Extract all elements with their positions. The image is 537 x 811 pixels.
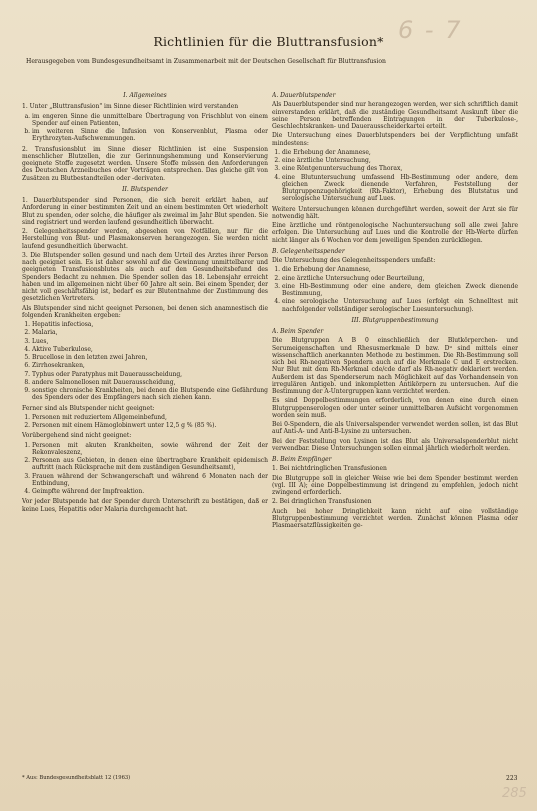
paragraph: Als Dauerblutspender sind nur herangezogen werden, wer sich schriftlich damit einverstanden erklärt, daß die zuständige Gesundheitsamt Auskunft über die seine Person betreffenden Eintragungen in der Tuberkulose-, Geschlechtskranken- und Dauerausscheiderkartei erteilt.: [272, 101, 518, 130]
list-item: 3. eine Hb-Bestimmung oder eine andere, dem gleichen Zweck dienende Bestimmung,: [282, 283, 518, 298]
section-heading-allgemeines: I. Allgemeines: [123, 92, 167, 99]
list-item: 2. Personen mit einem Hämoglobinwert unter 12,5 g % (85 %).: [32, 422, 268, 429]
occasional-examination-list: [272, 266, 518, 313]
list-item: 4. Aktive Tuberkulose,: [32, 346, 268, 353]
list-item: 3. Lues,: [32, 338, 268, 345]
list-item: 1. die Erhebung der Anamnese,: [282, 149, 518, 156]
paragraph: Die Blutgruppen A B 0 einschließlich der Blutkörperchen- und Serumeigenschaften und Rhesusmerkmale D bzw. Dᵘ sind mittels einer wissenschaftlich anerkannten Methode zu bestimmen. Die Rh-Bestimmung soll sich bei Rh-negativen Spendern auch auf die Merkmale C und E erstrecken. Nur Blut mit dem Rh-Merkmal cde/cde darf als Rh-negativ deklariert werden. Außerdem ist das Spenderserum nach Möglichkeit auf das Vorhandensein von irregulären Antigeb. und inkompletten Antikörpern zu untersuchen. Auf die Bestimmung der A-Untergruppen kann verzichtet werden.: [272, 337, 518, 395]
list-item: 2. Malaria,: [32, 329, 268, 336]
paragraph: Vor jeder Blutspende hat der Spender durch Unterschrift zu bestätigen, daß er keine Lues, Hepatitis oder Malaria durchgemacht hat.: [22, 498, 268, 513]
paragraph: Die Blutgruppe soll in gleicher Weise wie bei dem Spender bestimmt werden (vgl. III A); eine Doppelbestimmung ist dringend zu empfehlen, jedoch nicht zwingend erforderlich.: [272, 474, 518, 496]
list-item: 1. Personen mit akuten Krankheiten, sowie während der Zeit der Rekonvaleszenz,: [32, 442, 268, 457]
list-item: 8. andere Salmonellosen mit Dauerausscheidung,: [32, 379, 268, 386]
temporary-unsuitable-list: [22, 442, 268, 496]
unsuitable-list: [22, 414, 268, 430]
paragraph: Auch bei hoher Dringlichkeit kann nicht auf eine vollständige Blutgruppenbestimmung verzichtet werden. Zunächst können Plasma oder Plasmaersatzflüssigkeiten ge-: [272, 507, 518, 529]
paragraph: Weitere Untersuchungen können durchgeführt werden, soweit der Arzt sie für notwendig hält.: [272, 205, 518, 220]
paragraph: 2. Bei dringlichen Transfusionen: [272, 498, 372, 506]
paragraph: Es sind Doppelbestimmungen erforderlich, von denen eine durch einen Blutgruppenserologen oder unter seiner unmittelbaren Aufsicht vorgenommen worden sein muß.: [272, 397, 518, 419]
page-number: 223: [506, 775, 518, 782]
list-item: 3. eine Röntgenuntersuchung des Thorax,: [282, 165, 518, 172]
list-item: 9. sonstige chronische Krankheiten, bei denen die Blutspende eine Gefährdung des Spenders oder des Empfängers nach sich ziehen kann.: [32, 387, 268, 402]
handwritten-annotation-bottom: 285: [502, 786, 527, 801]
subheading-gelegenheitsspender: B. Gelegenheitsspender: [272, 247, 345, 255]
list-item: 1. die Erhebung der Anamnese,: [282, 266, 518, 273]
subheading-beim-empfaenger: B. Beim Empfänger: [272, 456, 332, 463]
right-column: [272, 88, 518, 788]
paragraph: 3. Die Blutspender sollen gesund und nach dem Urteil des Arztes ihrer Person nach geeignet sein. Es ist daher sowohl auf die Gewinnung unmittelbarer und geeigneten Transfusionsblutes als auch auf den Gesundheitsbefund des Spenders Bedacht zu nehmen. Die Spender sollen das 18. Lebensjahr erreicht haben und im allgemeinen nicht über 60 Jahre alt sein. Bei einem Spender, der nicht voll geschäftsfähig ist, bedarf es zur Blutentnahme der Zustimmung des gesetzlichen Vertreters.: [22, 251, 268, 303]
list-item: 4. eine Blutuntersuchung umfassend Hb-Bestimmung oder andere, dem gleichen Zweck dienende Verfahren, Feststellung der Blutgruppenzugehörigkeit (Rh-Faktor), Erhebung des Blutstatus und serologische Untersuchung auf Lues.: [282, 174, 518, 203]
left-column: [22, 88, 268, 788]
paragraph: Als Blutspender sind nicht geeignet Personen, bei denen sich anamnestisch die folgenden Krankheiten ergeben:: [22, 304, 268, 319]
definition-list: [22, 113, 268, 143]
examination-list: [272, 149, 518, 203]
list-item: 7. Typhus oder Paratyphus mit Dauerausscheidung,: [32, 371, 268, 378]
paragraph: Die Untersuchung des Gelegenheitsspenders umfaßt:: [272, 257, 436, 264]
list-item: 1. Hepatitis infectiosa,: [32, 321, 268, 328]
section-heading-blutspender: II. Blutspender: [122, 185, 168, 193]
section-heading-blutgruppenbestimmung: III. Blutgruppenbestimmung: [351, 316, 439, 324]
list-item: b. im weiteren Sinne die Infusion von Konservenblut, Plasma oder Erythrozyten-Aufschwemmungen.: [32, 128, 268, 143]
paragraph: 1. Unter „Bluttransfusion" im Sinne dieser Richtlinien wird verstanden: [22, 103, 239, 111]
list-item: 2. eine ärztliche Untersuchung oder Beurteilung,: [282, 275, 518, 282]
subheading-beim-spender: A. Beim Spender: [272, 328, 324, 335]
list-item: a. im engeren Sinne die unmittelbare Übertragung von Frischblut von einem Spender auf einen Patienten,: [32, 113, 268, 128]
list-item: 2. eine ärztliche Untersuchung,: [282, 157, 518, 164]
paragraph: Bei der Feststellung von Lysinen ist das Blut als Universalspenderblut nicht verwendbar. Diese Untersuchungen sollen einmal jährlich wiederholt werden.: [272, 437, 518, 452]
paragraph: Vorübergehend sind nicht geeignet:: [22, 432, 132, 440]
disease-list: [22, 321, 268, 402]
list-item: 4. eine serologische Untersuchung auf Lues (erfolgt ein Schnelltest mit nachfolgender vollständiger serologischer Luesuntersuchung).: [282, 298, 518, 313]
list-item: 4. Geimpfte während der Impfreaktion.: [32, 488, 268, 495]
footnote: * Aus: Bundesgesundheitsblatt 12 (1963): [22, 775, 131, 781]
paragraph: 1. Bei nichtdringlichen Transfusionen: [272, 465, 387, 473]
document-title: Richtlinien für die Bluttransfusion*: [153, 34, 384, 49]
paragraph: Eine ärztliche und röntgenologische Nachuntersuchung soll alle zwei Jahre erfolgen. Die Untersuchung auf Lues und die Kontrolle der Hb-Werte dürfen nicht länger als 6 Wochen vor dem jeweiligen Spenden zurückliegen.: [272, 222, 518, 244]
list-item: 5. Brucellose in den letzten zwei Jahren,: [32, 354, 268, 361]
list-item: 2. Personen aus Gebieten, in denen eine übertragbare Krankheit epidemisch auftritt (nach Rücksprache mit dem zuständigen Gesundheitsamt),: [32, 457, 268, 472]
paragraph: 1. Dauerblutspender sind Personen, die sich bereit erklärt haben, auf Anforderung in einer bestimmten Zeit und an einem bestimmten Ort wiederholt Blut zu spenden, oder solche, die häufiger als zweimal im Jahr Blut spenden. Sie sind registriert und werden laufend gesundheitlich überwacht.: [22, 197, 268, 226]
paragraph: Ferner sind als Blutspender nicht geeignet:: [22, 404, 155, 412]
document-subtitle: Herausgegeben vom Bundesgesundheitsamt in Zusammenarbeit mit der Deutschen Gesellschaft für Bluttransfusion: [26, 58, 386, 65]
paragraph: 2. Gelegenheitsspender werden, abgesehen von Notfällen, nur für die Herstellung von Blut- und Plasmakonserven herangezogen. Sie werden nicht laufend gesundheitlich überwacht.: [22, 228, 268, 250]
paragraph: Bei 0-Spendern, die als Universalspender verwendet werden sollen, ist das Blut auf Anti-A- und Anti-B-Lysine zu untersuchen.: [272, 421, 518, 436]
paragraph: 2. Transfusionsblut im Sinne dieser Richtlinien ist eine Suspension menschlicher Blutzellen, die zur Gerinnungshemmung und Konservierung geeignete Stoffe zugesetzt werden. Unsere Stoffe müssen den Anforderungen des Deutschen Arzneibuches oder Vorträgen entsprechen. Das gleiche gilt von Zusätzen zu Blutbestandteilen oder -derivaten.: [22, 145, 268, 182]
list-item: 3. Frauen während der Schwangerschaft und während 6 Monaten nach der Entbindung,: [32, 473, 268, 488]
subheading-dauerblutspender: A. Dauerblutspender: [272, 92, 336, 99]
paragraph: Die Untersuchung eines Dauerblutspenders bei der Verpflichtung umfaßt mindestens:: [272, 132, 518, 147]
list-item: 1. Personen mit reduziertem Allgemeinbefund,: [32, 414, 268, 421]
list-item: 6. Zirrhosekranken,: [32, 362, 268, 369]
handwritten-annotation-top: 6 - 7: [398, 16, 463, 44]
